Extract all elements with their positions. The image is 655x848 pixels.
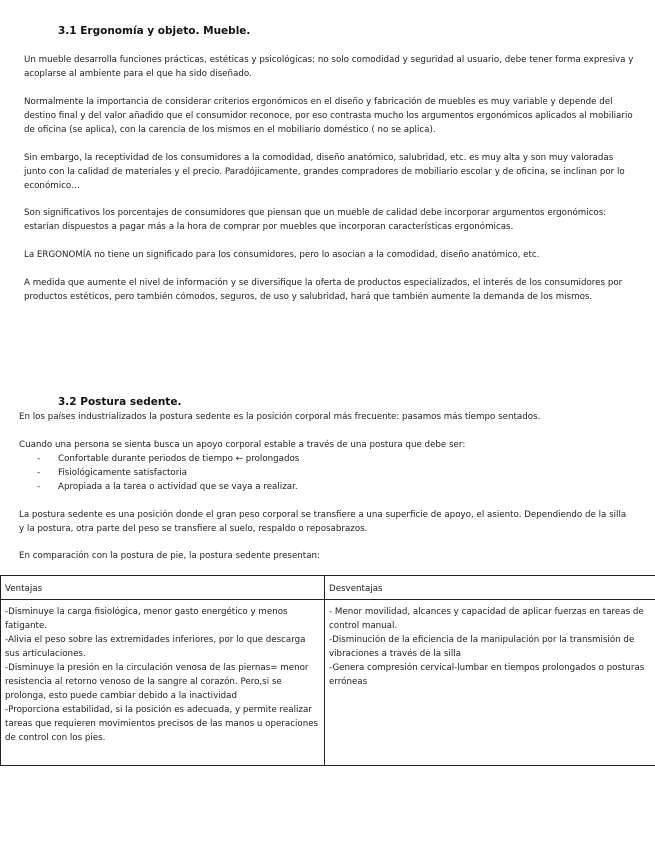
desventajas-list <box>329 605 651 689</box>
list-item: -Alivia el peso sobre las extremidades inferiores, por lo que descarga sus articulaciones. <box>5 635 306 659</box>
section-heading-ergonomia: 3.1 Ergonomía y objeto. Mueble. <box>58 25 251 37</box>
list-item: -Genera compresión cervical-lumbar en tiempos prolongados o posturas erróneas <box>329 663 645 687</box>
paragraph-criterios-ergonomicos: Normalmente la importancia de considerar criterios ergonómicos en el diseño y fabricación de muebles es muy variable y depende del destino final y del valor añadido que el consumidor reconoce, por eso contrasta mucho los argumentos ergonómicos aplicados al mobiliario de oficina (se aplica), con la carencia de los mismos en el mobiliario doméstico ( no se aplica). <box>24 97 633 135</box>
table-header-ventajas: Ventajas <box>1 576 325 600</box>
table-header-desventajas: Desventajas <box>325 576 655 600</box>
list-item: - Confortable durante periodos de tiempo ← prolongados <box>37 452 597 466</box>
paragraph-porcentajes: Son significativos los porcentajes de consumidores que piensan que un mueble de calidad debe incorporar argumentos ergonómicos: estarían dispuestos a pagar más a la hora de comprar por muebles que incorporan características ergonómicas. <box>24 208 607 232</box>
desventajas-cell <box>325 600 655 766</box>
section-heading-postura-sedente: 3.2 Postura sedente. <box>58 396 182 408</box>
paragraph-apoyo-corporal: Cuando una persona se sienta busca un apoyo corporal estable a través de una postura que debe ser: <box>19 440 466 450</box>
list-item: - Menor movilidad, alcances y capacidad de aplicar fuerzas en tareas de control manual. <box>329 607 644 631</box>
comparison-table <box>0 575 655 766</box>
list-item: - Apropiada a la tarea o actividad que se vaya a realizar. <box>37 480 597 494</box>
list-item: -Disminución de la eficiencia de la manipulación por la transmisión de vibraciones a través de la silla <box>329 635 635 659</box>
paragraph-informacion: A medida que aumente el nivel de información y se diversifique la oferta de productos especializados, el interés de los consumidores por productos estéticos, pero también cómodos, seguros, de uso y salubridad, hará que también aumente la demanda de los mismos. <box>24 278 623 302</box>
paragraph-mueble-funciones: Un mueble desarrolla funciones prácticas, estéticas y psicológicas: no solo comodidad y seguridad al usuario, debe tener forma expresiva y acoplarse al ambiente para el que ha sido diseñado. <box>24 55 634 79</box>
paragraph-ergonomia-significado: La ERGONOMÍA no tiene un significado para los consumidores, pero lo asocian a la comodidad, diseño anatómico, etc. <box>24 250 540 260</box>
list-item: - Fisiológicamente satisfactoria <box>37 466 597 480</box>
ventajas-cell <box>1 600 325 766</box>
paragraph-paises-industrializados: En los países industrializados la postura sedente es la posición corporal más frecuente: pasamos más tiempo sentados. <box>19 412 541 422</box>
paragraph-receptividad: Sin embargo, la receptividad de los consumidores a la comodidad, diseño anatómico, salubridad, etc. es muy alta y son muy valoradas junto con la calidad de materiales y el precio. Paradójicamente, grandes compradores de mobiliario escolar y de oficina, se inclinan por lo económico… <box>24 153 625 191</box>
paragraph-peso-corporal: La postura sedente es una posición donde el gran peso corporal se transfiere a una superficie de apoyo, el asiento. Dependiendo de la silla y la postura, otra parte del peso se transfiere al suelo, respaldo o reposabrazos. <box>19 510 627 534</box>
paragraph-comparacion: En comparación con la postura de pie, la postura sedente presentan: <box>19 551 320 561</box>
posture-requirements-list <box>37 452 597 494</box>
ventajas-list <box>5 605 320 745</box>
list-item: -Proporciona estabilidad, si la posición es adecuada, y permite realizar tareas que requieren movimientos precisos de las manos u operaciones de control con los pies. <box>5 705 319 743</box>
list-item: -Disminuye la presión en la circulación venosa de las piernas= menor resistencia al retorno venoso de la sangre al corazón. Pero,si se prolonga, esto puede cambiar debido a la inactividad <box>5 663 309 701</box>
list-item: -Disminuye la carga fisiológica, menor gasto energético y menos fatigante. <box>5 607 288 631</box>
